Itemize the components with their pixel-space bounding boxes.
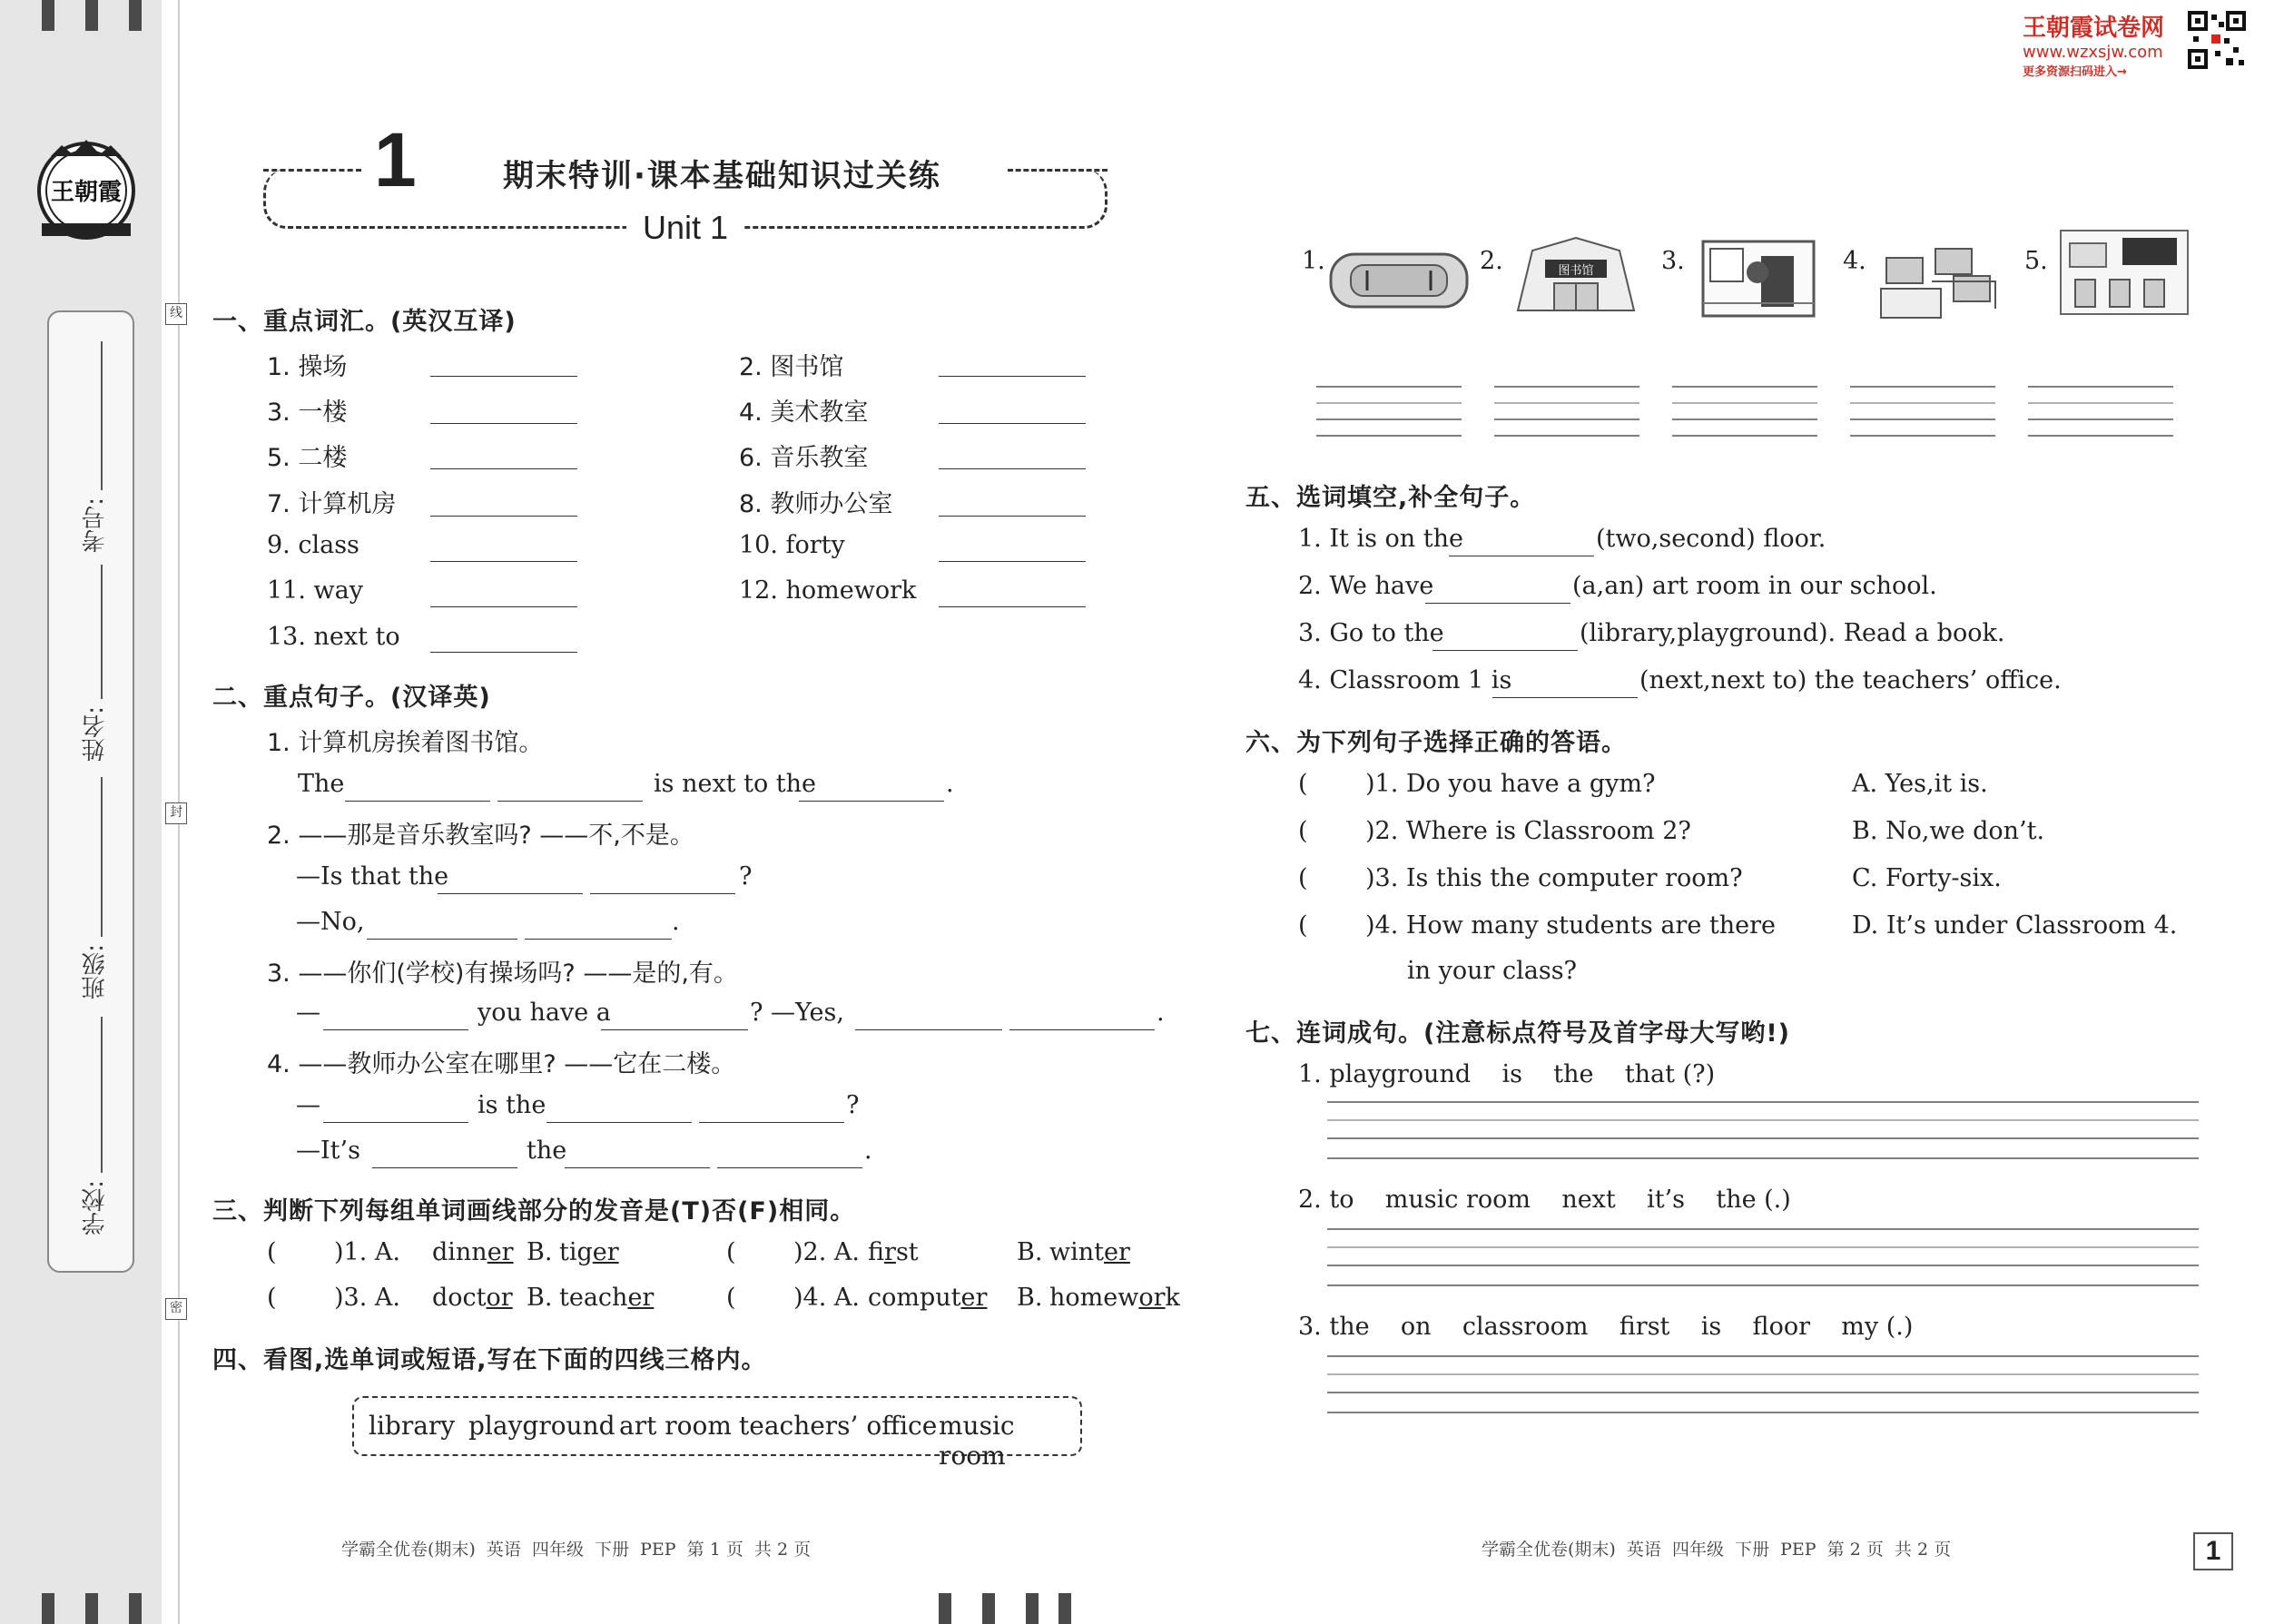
art-room-icon	[1698, 238, 1819, 325]
fill-sentence-end: (a,an) art room in our school.	[1572, 572, 1937, 600]
sentence-text: is the	[478, 1091, 546, 1119]
section-7-heading: 七、连词成句。(注意标点符号及首字母大写哟!)	[1245, 1019, 1790, 1048]
cut-mark: 密	[165, 1298, 187, 1320]
word-bank-item: teachers’ office	[739, 1411, 938, 1441]
underlined-part: er	[592, 1238, 619, 1266]
vocab-item: 1. 操场	[267, 353, 348, 381]
student-info-box	[47, 310, 134, 1273]
word-part: teach	[559, 1284, 628, 1312]
picture-number: 1.	[1302, 247, 1325, 275]
sentence-prompt: 3. ——你们(学校)有操场吗? ——是的,有。	[267, 960, 738, 988]
punch-mark	[85, 0, 98, 31]
answer-paren[interactable]: (	[726, 1238, 736, 1266]
question-text: )4. How many students are there	[1365, 911, 1776, 940]
punch-mark	[1026, 1593, 1039, 1624]
vocab-item: 6. 音乐教室	[739, 444, 869, 472]
computer-room-icon	[1877, 231, 2001, 325]
picture-number: 3.	[1661, 247, 1685, 275]
music-room-icon	[2057, 225, 2193, 323]
sentence-text: The	[298, 770, 345, 798]
punch-mark	[42, 1593, 54, 1624]
sentence-prompt: 2. ——那是音乐教室吗? ——不,不是。	[267, 822, 694, 850]
sentence-prompt: 4. ——教师办公室在哪里? ——它在二楼。	[267, 1050, 736, 1078]
answer-blank[interactable]	[565, 1167, 710, 1168]
answer-option: B. No,we don’t.	[1852, 817, 2045, 845]
sentence-text: you have a	[478, 999, 611, 1027]
answer-blank[interactable]	[525, 939, 672, 940]
underlined-part: er	[627, 1284, 655, 1312]
name-field[interactable]	[101, 565, 103, 699]
underlined-part: er	[1104, 1238, 1130, 1266]
phonics-label-b: B.	[1017, 1284, 1043, 1312]
underlined-part: ir	[884, 1238, 896, 1266]
sentence-text: the	[527, 1137, 567, 1165]
answer-blank[interactable]	[546, 1122, 692, 1123]
punch-mark	[42, 0, 54, 31]
writing-grid[interactable]	[1327, 1353, 2199, 1420]
word-part: tig	[559, 1238, 593, 1266]
section-5-heading: 五、选词填空,补全句子。	[1245, 484, 1536, 512]
writing-grid[interactable]	[1327, 1098, 2199, 1166]
section-6-heading: 六、为下列句子选择正确的答语。	[1245, 729, 1627, 757]
picture-number: 5.	[2024, 247, 2048, 275]
svg-text:王朝霞: 王朝霞	[50, 179, 123, 206]
vocab-item: 10. forty	[739, 531, 845, 559]
sentence-text: —	[296, 999, 320, 1027]
answer-blank[interactable]	[345, 801, 490, 802]
answer-option: D. It’s under Classroom 4.	[1852, 911, 2178, 940]
vocab-item: 13. next to	[267, 623, 400, 651]
class-label: 班级:	[82, 944, 109, 999]
fill-sentence-end: (two,second) floor.	[1596, 525, 1826, 553]
phonics-word-a	[868, 1284, 987, 1312]
answer-blank[interactable]	[430, 561, 577, 562]
answer-blank[interactable]	[717, 1167, 862, 1168]
writing-grid[interactable]	[1327, 1225, 2199, 1293]
phonics-word-b	[559, 1238, 619, 1266]
school-label: 学校:	[82, 1180, 109, 1235]
answer-blank[interactable]	[1433, 650, 1578, 651]
playground-icon	[1327, 245, 1472, 316]
qr-code-icon[interactable]	[2188, 11, 2246, 69]
picture-number: 4.	[1843, 247, 1866, 275]
answer-blank[interactable]	[939, 606, 1086, 607]
word-part: doct	[432, 1284, 487, 1312]
answer-paren[interactable]: (	[267, 1284, 277, 1312]
section-3-heading: 三、判断下列每组单词画线部分的发音是(T)否(F)相同。	[212, 1197, 856, 1225]
answer-blank[interactable]	[939, 468, 1086, 469]
library-icon	[1509, 232, 1643, 323]
answer-paren[interactable]: (	[1298, 770, 1308, 798]
underlined-part: er	[960, 1284, 988, 1312]
punch-mark	[1058, 1593, 1071, 1624]
answer-blank[interactable]	[799, 801, 944, 802]
answer-blank[interactable]	[939, 516, 1086, 517]
fill-sentence-start: 2. We have	[1298, 572, 1434, 600]
question-text: )3. Is this the computer room?	[1365, 864, 1743, 892]
footer-right: 学霸全优卷(期末) 英语 四年级 下册 PEP 第 2 页 共 2 页	[1482, 1540, 1952, 1560]
answer-blank[interactable]	[323, 1029, 468, 1030]
word-part: k	[1165, 1284, 1180, 1312]
word-bank-item: playground	[468, 1411, 615, 1441]
sentence-text: —No,	[296, 908, 365, 936]
brand-url[interactable]: www.wzxsjw.com	[2023, 43, 2163, 62]
school-field[interactable]	[101, 1017, 103, 1173]
answer-paren[interactable]: (	[267, 1238, 277, 1266]
underlined-part: or	[1138, 1284, 1166, 1312]
section-1-heading: 一、重点词汇。(英汉互译)	[212, 308, 517, 336]
vocab-item: 5. 二楼	[267, 444, 348, 472]
punch-mark	[982, 1593, 995, 1624]
sentence-text: ?	[739, 862, 753, 891]
answer-paren[interactable]: (	[1298, 864, 1308, 892]
scrambled-words: 3. the on classroom first is floor my (.)	[1298, 1313, 1914, 1341]
phonics-word-b	[1049, 1238, 1130, 1266]
answer-blank[interactable]	[430, 516, 577, 517]
answer-blank[interactable]	[590, 893, 735, 894]
word-part: dinn	[432, 1238, 487, 1266]
answer-blank[interactable]	[497, 801, 643, 802]
fill-sentence-start: 1. It is on the	[1298, 525, 1463, 553]
phonics-word-a	[868, 1238, 919, 1266]
underlined-part: or	[486, 1284, 513, 1312]
punch-mark	[939, 1593, 951, 1624]
vocab-item: 9. class	[267, 531, 359, 559]
sentence-text: —It’s	[296, 1137, 360, 1165]
question-text: )2. Where is Classroom 2?	[1365, 817, 1691, 845]
answer-blank[interactable]	[430, 652, 577, 653]
word-bank-item: art room	[619, 1411, 732, 1441]
answer-blank[interactable]	[1425, 603, 1570, 604]
answer-option: A. Yes,it is.	[1852, 770, 1988, 798]
banner-border	[1008, 169, 1108, 172]
answer-blank[interactable]	[939, 561, 1086, 562]
fill-sentence-start: 4. Classroom 1 is	[1298, 666, 1512, 694]
page-number: 1	[2193, 1532, 2233, 1570]
underlined-part: er	[487, 1238, 514, 1266]
answer-blank[interactable]	[939, 423, 1086, 424]
phonics-number: )4. A.	[793, 1284, 860, 1312]
answer-blank[interactable]	[1492, 697, 1638, 698]
answer-blank[interactable]	[1009, 1029, 1155, 1030]
footer-left: 学霸全优卷(期末) 英语 四年级 下册 PEP 第 1 页 共 2 页	[341, 1540, 812, 1560]
sentence-text: .	[672, 908, 680, 936]
phonics-label-b: B.	[1017, 1238, 1043, 1266]
section-2-heading: 二、重点句子。(汉译英)	[212, 684, 491, 712]
phonics-label-b: B.	[527, 1238, 553, 1266]
answer-option: C. Forty-six.	[1852, 864, 2002, 892]
answer-blank[interactable]	[430, 606, 577, 607]
class-field[interactable]	[101, 777, 103, 937]
sentence-text: .	[1157, 999, 1165, 1027]
phonics-word-b	[559, 1284, 654, 1312]
word-part: homew	[1049, 1284, 1139, 1312]
word-part: f	[868, 1238, 885, 1266]
phonics-number: )3. A.	[334, 1284, 400, 1312]
exam-number-field[interactable]	[101, 341, 103, 490]
brand-name: 王朝霞试卷网	[2023, 15, 2165, 42]
answer-paren[interactable]: (	[726, 1284, 736, 1312]
picture-number: 2.	[1480, 247, 1503, 275]
answer-blank[interactable]	[430, 376, 577, 377]
answer-paren[interactable]: (	[1298, 817, 1308, 845]
scrambled-words: 1. playground is the that (?)	[1298, 1060, 1716, 1088]
question-text-cont: in your class?	[1407, 957, 1578, 985]
unit-number: 1	[367, 116, 424, 204]
vocab-item: 11. way	[267, 576, 363, 605]
word-bank-item: library	[369, 1411, 456, 1441]
sentence-text: ?	[846, 1091, 860, 1119]
word-bank-item: music room	[939, 1411, 1015, 1471]
phonics-word-a	[432, 1238, 514, 1266]
vocab-item: 8. 教师办公室	[739, 490, 893, 518]
brand-block	[2023, 9, 2164, 79]
scrambled-words: 2. to music room next it’s the (.)	[1298, 1186, 1791, 1214]
cut-mark: 线	[165, 303, 187, 325]
fill-sentence-start: 3. Go to the	[1298, 619, 1444, 647]
phonics-label-b: B.	[527, 1284, 553, 1312]
sentence-text: .	[864, 1137, 872, 1165]
cut-mark: 封	[165, 802, 187, 824]
word-part: st	[895, 1238, 919, 1266]
phonics-word-b	[1049, 1284, 1180, 1312]
word-bank	[352, 1396, 1082, 1471]
answer-blank[interactable]	[372, 1167, 517, 1168]
sentence-text: —	[296, 1091, 320, 1119]
section-4-heading: 四、看图,选单词或短语,写在下面的四线三格内。	[212, 1346, 767, 1374]
sentence-text: .	[946, 770, 954, 798]
answer-blank[interactable]	[430, 468, 577, 469]
question-text: )1. Do you have a gym?	[1365, 770, 1656, 798]
phonics-word-a	[432, 1284, 513, 1312]
library-sign: 图书馆	[1558, 264, 1594, 278]
name-label: 姓名:	[82, 706, 109, 762]
punch-mark	[85, 1593, 98, 1624]
answer-blank[interactable]	[699, 1122, 844, 1123]
answer-blank[interactable]	[939, 376, 1086, 377]
word-part: comput	[868, 1284, 961, 1312]
vocab-item: 12. homework	[739, 576, 917, 605]
sentence-text: —Is that the	[296, 862, 449, 891]
answer-blank[interactable]	[430, 423, 577, 424]
answer-paren[interactable]: (	[1298, 911, 1308, 940]
punch-mark	[129, 1593, 142, 1624]
answer-blank[interactable]	[601, 1029, 748, 1030]
writing-grid-row[interactable]	[1316, 381, 2206, 454]
brand-tip: 更多资源扫码进入→	[2023, 65, 2127, 79]
banner-border	[263, 169, 361, 172]
vocab-item: 7. 计算机房	[267, 490, 397, 518]
vocab-item: 4. 美术教室	[739, 399, 869, 427]
answer-blank[interactable]	[367, 939, 517, 940]
exam-number-label: 考号:	[82, 497, 109, 553]
sentence-text: ? —Yes,	[750, 999, 844, 1027]
page-subtitle: Unit 1	[626, 209, 744, 247]
fill-sentence-end: (library,playground). Read a book.	[1580, 619, 2005, 647]
phonics-number: )1. A.	[334, 1238, 400, 1266]
vocab-item: 3. 一楼	[267, 399, 348, 427]
word-part: wint	[1049, 1238, 1104, 1266]
vocab-item: 2. 图书馆	[739, 353, 844, 381]
sentence-prompt: 1. 计算机房挨着图书馆。	[267, 729, 544, 757]
phonics-number: )2. A.	[793, 1238, 860, 1266]
answer-blank[interactable]	[438, 893, 583, 894]
fill-sentence-end: (next,next to) the teachers’ office.	[1639, 666, 2062, 694]
answer-blank[interactable]	[323, 1122, 468, 1123]
sentence-text: is next to the	[654, 770, 817, 798]
punch-mark	[129, 0, 142, 31]
wangzhaoxia-logo-icon	[33, 133, 140, 241]
answer-blank[interactable]	[855, 1029, 1002, 1030]
page-title: 期末特训·课本基础知识过关练	[490, 151, 954, 195]
